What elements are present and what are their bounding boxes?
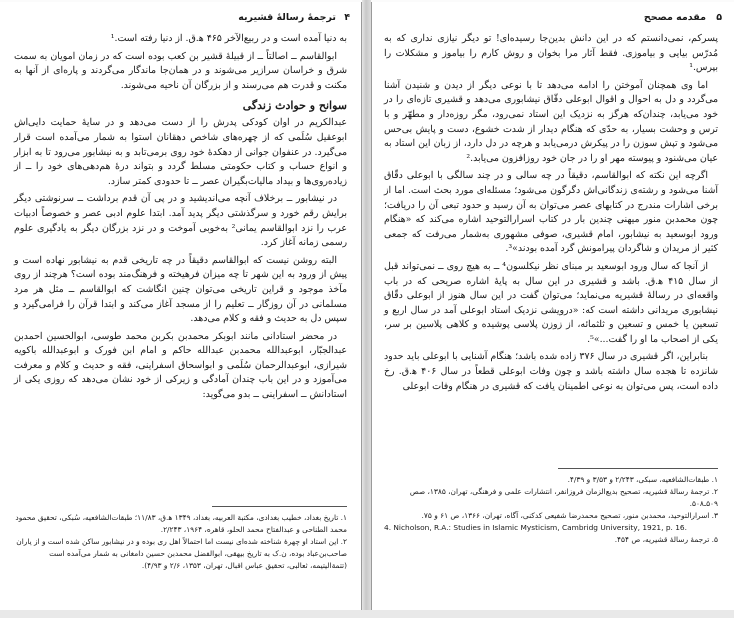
left-footnotes [14,512,347,572]
right-page-number: ۵ [716,12,722,23]
paragraph: البته روشن نیست که ابوالقاسم دقیقاً در چه تاریخی قدم به نیشابور نهاده است و پیش از ورود به این شهر تا چه میزان فرهیخته و فرهنگ‌مند بوده است؟ هرچند از روی مآخذ موجود و قراین تاریخی می‌توان چنین انگاشت که ابوالقاسم ــ مثل هر مرد مسلمانی در آن روزگار ــ تعلیم را از مسجد آغاز می‌کند و ابتدا قرآن را فرامی‌گیرد و سپس دل به حدیث و فقه و کلام می‌دهد. [14,254,347,325]
footnote: ۳. اسرارالتوحید، محمدبن منور، تصحیح محمدرضا شفیعی کدکنی، آگاه، تهران، ۱۳۶۶، ص ۶۱ و ۷۵. [421,511,718,520]
footnote: ۱. طبقات‌الشافعیه، سبکی، ۲/۲۴۳ و ۳/۵۳ و ۴/۳۹. [567,475,718,484]
right-running-title: مقدمه مصحح [643,12,706,23]
book-gutter [362,0,371,618]
paragraph: پسرکم، نمی‌دانستم که در این دانش بدین‌جا رسیده‌ای! تو دیگر نیازی نداری که به مُدرّس بیایی و بیاموزی. فقط آثار مرا بخوان و روش کارم را بیاموز و مشکلات را بپرس.¹ [384,33,718,74]
paragraph: در نیشابور ــ برخلاف آنچه می‌اندیشید و در پی آن قدم برداشت ــ سرنوشتی دیگر برایش رقم خورد و سرگذشتی دیگر پدید آمد. ابتدا علوم ادبی عصر و خصوصاً ادبیات عرب را نزد ابوالقاسم یمانی² به‌خوبی آموخت و در نزد بزرگان دیگر به یادگیری علوم رسمی زمانه آغاز کرد. [14,193,348,249]
right-footnotes [384,474,718,546]
right-page-body [384,32,718,397]
left-page [0,2,362,610]
left-page-body [14,32,347,406]
footnote-divider [558,468,718,469]
paragraph: ابوالقاسم ــ اصالتاً ــ از قبیلهٔ قشیر بن کعب بوده است که در زمان امویان به سمت شرق و خراسان سرازیر می‌شوند و در همان‌جا ماندگار می‌گردند و پاره‌ای از آنها به مکنت و قدرت هم می‌رسند و از بزرگان آن ناحیه می‌شوند. [14,50,347,91]
paragraph: اما وی همچنان آموختن را ادامه می‌دهد تا با نوعی دیگر از دیدن و شنیدن آشنا می‌گردد و دل به احوال و اقوال ابوعلی دقّاق نیشابوری می‌دهد و قشیری تازه‌ای را در خود می‌یابد، چندان‌که هرگز به نزدیک این استاد نمی‌رود، مگر روزه‌دار و مطهّر و با ترس و وحشت بسیار، به حدّی که هنگام دیدار از شدت خشوع، دست و پایش بی‌حس می‌شود و تپش سوزن را در پیکرش درمی‌یابد و هرچه در دل دارد، از زبان این استاد به عیان می‌شنود و پیوسته مهر او را در جان خود روزافزون می‌یابد.² [384,79,718,164]
left-page-header [12,11,352,25]
paragraph: اگرچه این نکته که ابوالقاسم، دقیقاً در چه سالی و در چند سالگی با ابوعلی دقّاق آشنا می‌شود و رشته‌ی زندگانی‌اش دگرگون می‌شود؛ مسئله‌ای مورد بحث است. اما از برخی اشارات مندرج در کتابهای عصر می‌توان به آن رسید و حدود تبعی آن را دریافت؛ چون محمدبن منور میهنی چندین بار در کتاب اسرارالتوحید اشاره می‌کند که «هنگام ورود ابوسعید به نیشابور، امام قشیری، صوفی مشهوری به‌شمار می‌رفت که جمعی کثیر از مریدان و شاگردان پیرامونش گرد آمده بودند»³. [384,170,718,255]
right-page-header [382,11,724,25]
paragraph: به دنیا آمده است و در ربیع‌الآخر ۴۶۵ ه‍.ق. از دنیا رفته است.¹ [110,33,347,44]
right-page [371,2,734,610]
paragraph: بنابراین، اگر قشیری در سال ۳۷۶ زاده شده باشد؛ هنگام آشنایی با ابوعلی باید حدود شانزده تا هجده سال داشته باشد و چون وفات ابوعلی قطعاً در سال ۴۰۶ ه‍.ق. رخ داده است، پس می‌توان به نوعی اطمینان یافت که قشیری در هنگام وفات ابوعلی [384,351,718,392]
page-bottom-edge [0,610,734,618]
paragraph: از آنجا که سال ورود ابوسعید بر مبنای نظر نیکلسون⁴ ــ به هیچ روی ــ نمی‌تواند قبل از سال ۴۱۵ ه‍.ق. باشد و قشیری در این سال به پایهٔ اشاره صریحی که در باب واقعه‌ای در رسالهٔ قشیریه می‌نماید؛ می‌توان گفت در این سال هنوز از ابوعلی دقّاق نیشابوری مریدانی داشته است که: «درویشی نزدیک استاد ابوعلی آمد در سال اربع و تسعین یا خمس و تسعین و ثلثمائه، از زوزن پلاسی پوشیده و کلاهی پلاسین بر سر، یکی از اصحاب ما او را گفت...»⁵. [384,260,718,345]
footnote-divider [212,506,347,507]
footnote: ۲. ترجمهٔ رسالهٔ قشیریه، تصحیح بدیع‌الزمان فروزانفر، انتشارات علمی و فرهنگی، تهران، ۱۳۸۵، صص ۵۰۹‍ـ۵۰۸. [409,487,718,508]
paragraph: در محضر استادانی مانند ابوبکر محمدبن بکربن محمد طوسی، ابوالحسین احمدبن عبدالجبّار، ابوعبدالله محمدبن عبدالله حاکم و امام ابن فورک و ابوعبدالله باکویه شیرازی، ابوعبدالرحمان سُلَمی و ابواسحاق اسفراینی، فقه و حدیث و کلام و معرفت می‌آموزد و در این باب چندان آمادگی و زیرکی از خود نشان می‌دهد که روزی یکی از استادانش ــ اسفراینی ــ بدو می‌گوید: [14,330,347,401]
footnote: ۱. تاریخ بغداد، خطیب بغدادی، مکتبة العربیه، بغداد، ۱۳۴۹ ه‍.ق، ۱۱/۸۳؛ طبقات‌الشافعیه، سُبکی، تحقیق محمود محمد الطناحی و عبدالفتاح محمد الحلو، قاهره، ۱۹۶۴، ۲/۲۴۳. [15,513,347,534]
footnote: ۲. این استاد او چهرهٔ شناخته شده‌ای نیست اما احتمالاً اهل ری بوده و در نیشابور ساکن شده است و از یاران صاحب‌بن‌عباد بوده، ن.ک به تاریخ بیهقی، ابوالفضل محمدبن حسین دامغانی به شمار می‌آمده است (تتمة‌الیتیمه، ثعالبی، تحقیق عباس اقبال، تهران، ۱۳۵۳، ۲/۶ و ۴/۹۳). [16,537,347,570]
left-running-title: ترجمهٔ رسالهٔ قشیریه [238,12,336,23]
left-page-number: ۴ [344,12,350,23]
section-heading: سوانح و حوادث زندگی [242,99,347,113]
footnote: ۵. ترجمهٔ رسالهٔ قشیریه، ص ۴۵۴. [614,535,718,544]
footnote-latin: 4. Nicholson, R.A.: Studies in Islamic Mysticism, Cambridg University, 1921, p. 16. [384,523,687,532]
paragraph: عبدالکریم در اوان کودکی پدرش را از دست می‌دهد و در سایهٔ حمایت دایی‌اش ابوعقیل سُلَمی که از چهره‌های شاخص دهقانان استوا به شمار می‌آمده است قرار می‌گیرد. در عنفوان جوانی از دهکدهٔ خود روی برمی‌تابد و به نیشابور می‌رود تا به ابزار و انواع حساب و کتاب حکومتی مسلط گردد و بتواند درهٔ هم‌دهی‌های خود را ــ از زیاده‌روی‌ها و بیداد مالیات‌بگیران عصر ــ تا حدودی کمتر سازد. [14,117,347,187]
